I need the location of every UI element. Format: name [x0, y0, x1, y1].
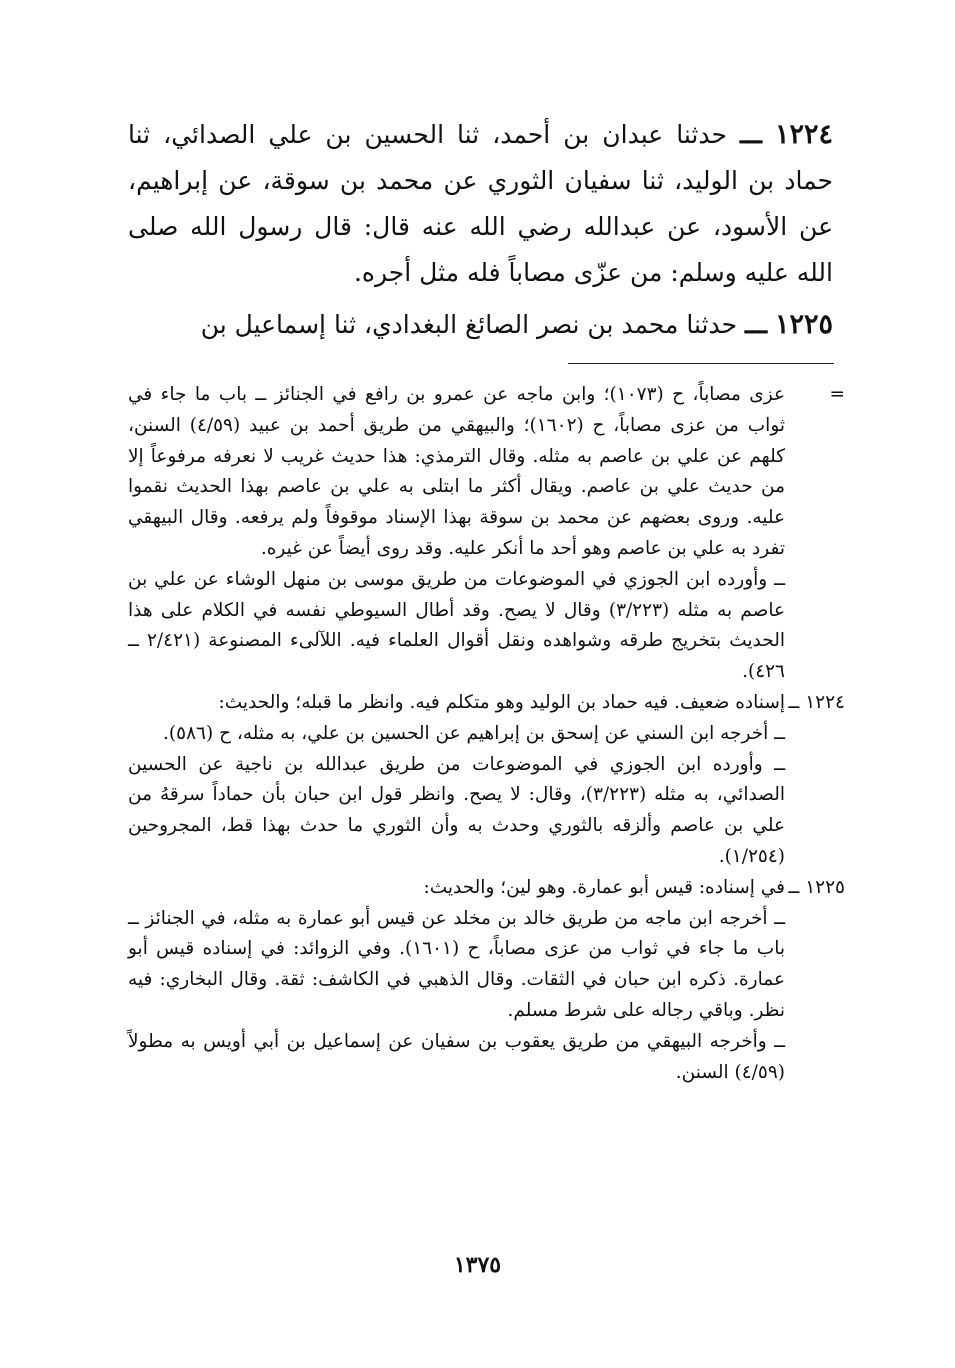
continuation-marker: =	[829, 384, 845, 405]
main-text	[128, 112, 833, 348]
hadith-number: ١٢٢٤	[775, 119, 834, 150]
footnote-paragraph: ــ أخرجه ابن السني عن إسحق بن إبراهيم عن الحسين بن علي، به مثله، ح (٥٨٦).	[163, 722, 785, 744]
page-number: ١٣٧٥	[453, 1252, 502, 1278]
footnote-paragraph: عزى مصاباً، ح (١٠٧٣)؛ وابن ماجه عن عمرو بن رافع في الجنائز ــ باب ما جاء في ثواب من عزى مصاباً، ح (١٦٠٢)؛ والبيهقي من طريق أحمد بن عبيد (٤/٥٩) السنن، كلهم عن علي بن عاصم به مثله. وقال الترمذي: هذا حديث غريب لا نعرفه مرفوعاً إلا من حديث علي بن عاصم. ويقال أكثر ما ابتلى به علي بن عاصم بهذا الحديث نقموا عليه. وروى بعضهم عن محمد بن سوقة بهذا الإسناد موقوفاً ولم يرفعه. وقال البيهقي تفرد به علي بن عاصم وهو أحد ما أنكر عليه. وقد روى أيضاً عن غيره.	[128, 384, 786, 559]
hadith-1224	[128, 112, 833, 296]
footnote-continued	[128, 380, 845, 688]
footnote-paragraph: ــ أخرجه ابن ماجه من طريق خالد بن مخلد عن قيس أبو عمارة به مثله، في الجنائز ــ باب ما جاء في ثواب من عزى مصاباً، ح (١٦٠١). وفي الزوائد: في إسناده قيس أبو عمارة. ذكره ابن حبان في الثقات. وقال الذهبي في الكاشف: ثقة. وقال البخاري: فيه نظر. وباقي رجاله على شرط مسلم.	[128, 907, 785, 1021]
footnotes	[128, 380, 845, 1088]
footnote-separator	[568, 363, 834, 364]
hadith-text: حدثنا محمد بن نصر الصائغ البغدادي، ثنا إسماعيل بن	[200, 310, 738, 339]
footnote-paragraph: إسناده ضعيف. فيه حماد بن الوليد وهو متكلم فيه. وانظر ما قبله؛ والحديث:	[218, 691, 785, 713]
footnote-paragraph: في إسناده: قيس أبو عمارة. وهو لين؛ والحديث:	[423, 876, 785, 898]
footnote-paragraph: ــ وأورده ابن الجوزي في الموضوعات من طريق موسى بن منهل الوشاء عن علي بن عاصم به مثله (٣/٢٢٣) وقال لا يصح. وقد أطال السيوطي نفسه في الكلام على هذا الحديث بتخريج طرقه وشواهده ونقل أقوال العلماء فيه. اللآلىء المصنوعة (٢/٤٢١ ــ ٤٢٦).	[128, 568, 785, 683]
footnote-1224	[128, 688, 845, 873]
hadith-1225	[128, 302, 833, 348]
footnote-label: ١٢٢٥ ــ	[788, 876, 845, 898]
footnote-paragraph: ــ وأورده ابن الجوزي في الموضوعات من طريق عبدالله بن ناجية عن الحسين الصدائي، به مثله (٣/٢٢٣)، وقال: لا يصح. وانظر قول ابن حبان بأن حماداً سرقهُ من علي بن عاصم وألزقه بالثوري وحدث به وأن الثوري ما حدث بهذا قط، المجروحين (١/٢٥٤).	[128, 753, 786, 867]
footnote-paragraph: ــ وأخرجه البيهقي من طريق يعقوب بن سفيان عن إسماعيل بن أبي أويس به مطولاً (٤/٥٩) السنن.	[128, 1030, 785, 1083]
hadith-number: ١٢٢٥	[774, 309, 833, 340]
footnote-1225	[128, 873, 845, 1089]
hadith-dash: ـــ	[739, 120, 762, 149]
footnote-label: ١٢٢٤ ــ	[788, 691, 845, 713]
hadith-text: حدثنا عبدان بن أحمد، ثنا الحسين بن علي الصدائي، ثنا حماد بن الوليد، ثنا سفيان الثوري عن محمد بن سوقة، عن إبراهيم، عن الأسود، عن عبدالله رضي الله عنه قال: قال رسول الله صلى الله عليه وسلم: من عزّى مصاباً فله مثل أجره.	[128, 120, 833, 287]
hadith-dash: ـــ	[745, 310, 768, 339]
